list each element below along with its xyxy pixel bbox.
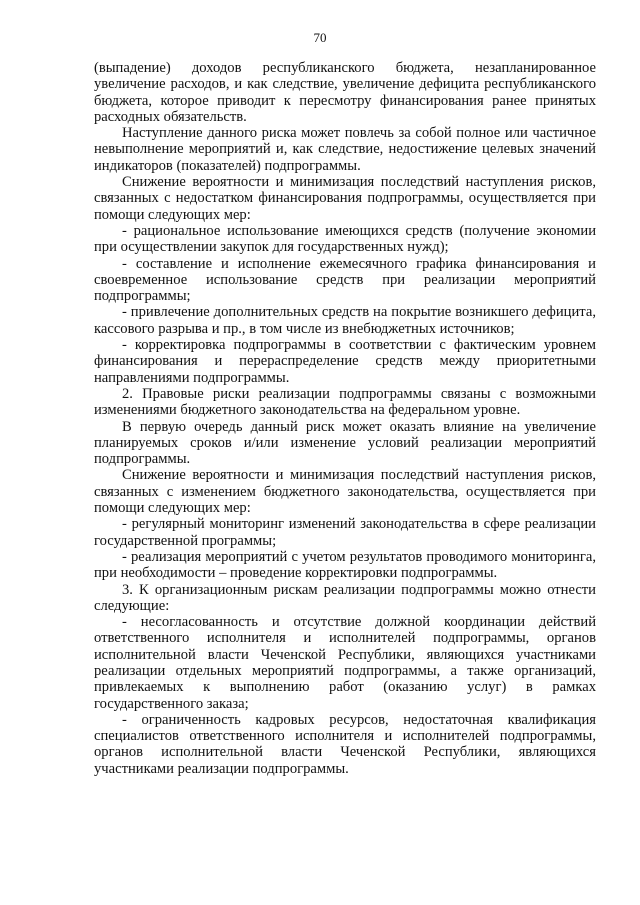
paragraph: 2. Правовые риски реализации подпрограммы связаны с возможными изменениями бюджетного законодательства на федеральном уровне. [94, 385, 596, 419]
list-item: - рациональное использование имеющихся средств (получение экономии при осуществлении закупок для государственных нужд); [94, 222, 596, 256]
paragraph: Наступление данного риска может повлечь за собой полное или частичное невыполнение мероприятий и, как следствие, недостижение целевых значений индикаторов (показателей) подпрограммы. [94, 125, 596, 174]
document-body [94, 60, 596, 777]
paragraph: 3. К организационным рискам реализации подпрограммы можно отнести следующие: [94, 581, 596, 614]
paragraph: Снижение вероятности и минимизация последствий наступления рисков, связанных с недостатком финансирования подпрограммы, осуществляется при помощи следующих мер: [94, 174, 596, 223]
paragraph: (выпадение) доходов республиканского бюджета, незапланированное увеличение расходов, и как следствие, увеличение дефицита республиканского бюджета, которое приводит к пересмотру финансирования ранее принятых расходных обязательств. [94, 60, 596, 125]
paragraph: Снижение вероятности и минимизация последствий наступления рисков, связанных с изменением бюджетного законодательства, осуществляется при помощи следующих мер: [94, 467, 596, 517]
list-item: - ограниченность кадровых ресурсов, недостаточная квалификация специалистов ответственного исполнителя и исполнителей подпрограммы, органов исполнительной власти Чеченской Республики, являющихся участниками реализации подпрограммы. [94, 711, 596, 777]
list-item: - реализация мероприятий с учетом результатов проводимого мониторинга, при необходимости – проведение корректировки подпрограммы. [94, 548, 596, 582]
paragraph: В первую очередь данный риск может оказать влияние на увеличение планируемых сроков и/или изменение условий реализации мероприятий подпрограммы. [94, 418, 596, 468]
list-item: - составление и исполнение ежемесячного графика финансирования и своевременное использование средств при реализации мероприятий подпрограммы; [94, 255, 596, 305]
list-item: - привлечение дополнительных средств на покрытие возникшего дефицита, кассового разрыва и пр., в том числе из внебюджетных источников; [94, 304, 596, 337]
list-item: - несогласованность и отсутствие должной координации действий ответственного исполнителя и исполнителей подпрограммы, органов исполнительной власти Чеченской Республики, являющихся участниками реализации отдельных мероприятий подпрограммы, а также организаций, привлекаемых к выполнению работ (оказанию услуг) в рамках государственного заказа; [94, 614, 596, 712]
list-item: - корректировка подпрограммы в соответствии с фактическим уровнем финансирования и перераспределение средств между приоритетными направлениями подпрограммы. [94, 337, 596, 386]
page-number: 70 [313, 30, 327, 45]
list-item: - регулярный мониторинг изменений законодательства в сфере реализации государственной программы; [94, 516, 596, 549]
